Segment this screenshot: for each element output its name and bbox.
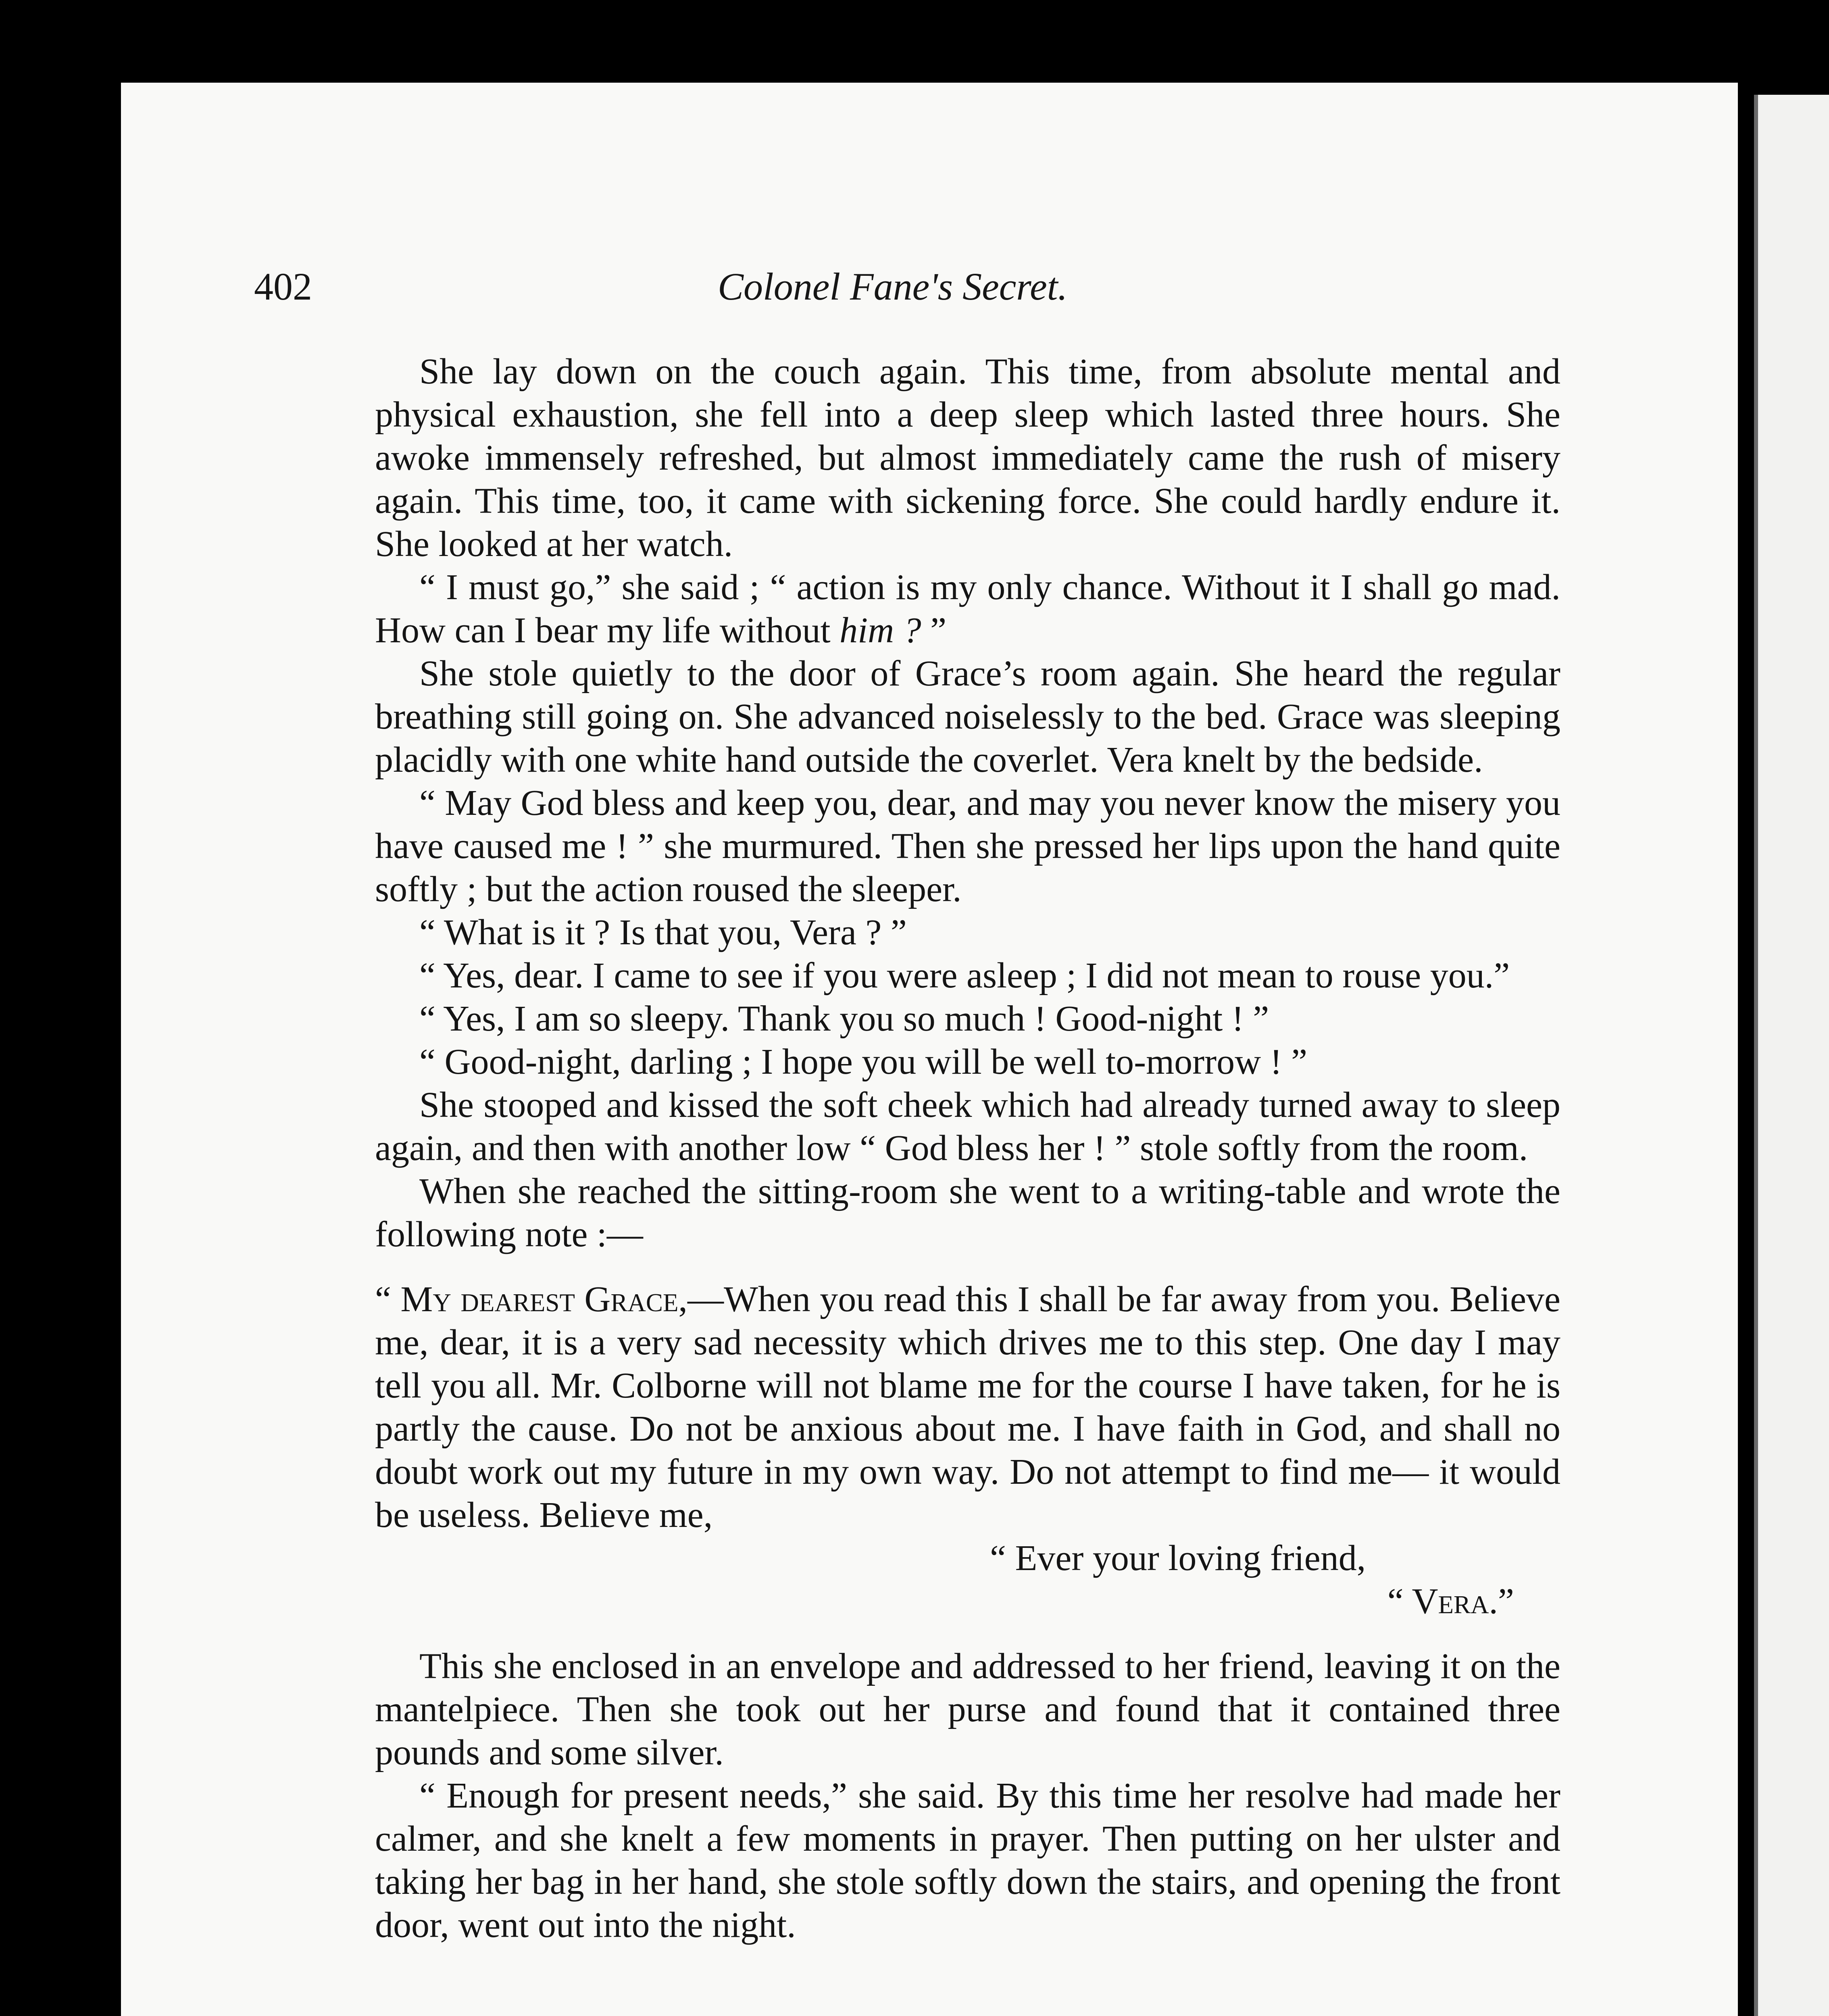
paragraph: “ I must go,” she said ; “ action is my only chance. Without it I shall go mad. How can I bear my life without him ? ” [375, 567, 1560, 650]
paragraph: When she reached the sitting-room she went to a writing-table and wrote the following note :— [375, 1171, 1560, 1254]
letter-body: “ My dearest Grace,—When you read this I shall be far away from you. Believe me, dear, it is a very sad necessity which drives me to this step. One day I may tell you all. Mr. Colborne will not blame me for the course I have taken, for he is partly the cause. Do not be anxious about me. I have faith in God, and shall no doubt work out my future in my own way. Do not attempt to find me— it would be useless. Believe me, [375, 1279, 1561, 1535]
paragraph: “ Yes, dear. I came to see if you were asleep ; I did not mean to rouse you.” [419, 956, 1510, 996]
paragraph: “ What is it ? Is that you, Vera ? ” [419, 912, 907, 952]
running-head [254, 264, 1560, 312]
letter [375, 1278, 1560, 1623]
page-number: 402 [254, 265, 312, 308]
paragraph: “ Enough for present needs,” she said. By this time her resolve had made her calmer, and she knelt a few moments in prayer. Then putting on her ulster and taking her bag in her hand, she stole softly down the stairs, and opening the front door, went out into the night. [375, 1776, 1560, 1945]
paragraph: “ May God bless and keep you, dear, and may you never know the misery you have caused me ! ” she murmured. Then she pressed her lips upon the hand quite softly ; but the action roused the sleeper. [375, 783, 1560, 909]
paragraph: She lay down on the couch again. This time, from absolute mental and physical exhaustion, she fell into a deep sleep which lasted three hours. She awoke immensely refreshed, but almost immediately came the rush of misery again. This time, too, it came with sickening force. She could hardly endure it. She looked at her watch. [375, 352, 1560, 564]
facing-page-edge [1754, 95, 1829, 2016]
running-title: Colonel Fane's Secret. [718, 265, 1068, 308]
letter-closing: “ Ever your loving friend, [990, 1538, 1366, 1578]
paragraph: This she enclosed in an envelope and addressed to her friend, leaving it on the mantelpiece. Then she took out her purse and found that it contained three pounds and some silver. [375, 1646, 1560, 1772]
paragraph: “ Yes, I am so sleepy. Thank you so much ! Good-night ! ” [419, 999, 1269, 1039]
emphasis: him ? [840, 610, 931, 650]
letter-salutation: “ My dearest Grace, [375, 1279, 687, 1319]
paragraph: She stole quietly to the door of Grace’s room again. She heard the regular breathing still going on. She advanced noiselessly to the bed. Grace was sleeping placidly with one white hand outside the coverlet. Vera knelt by the bedside. [375, 654, 1560, 780]
closing-section [375, 1645, 1560, 1947]
body-text [375, 350, 1560, 1947]
paragraph: She stooped and kissed the soft cheek which had already turned away to sleep again, and then with another low “ God bless her ! ” stole softly from the room. [375, 1085, 1560, 1168]
letter-signature: “ Vera.” [1387, 1581, 1514, 1621]
paragraph: “ Good-night, darling ; I hope you will be well to-morrow ! ” [419, 1042, 1308, 1082]
